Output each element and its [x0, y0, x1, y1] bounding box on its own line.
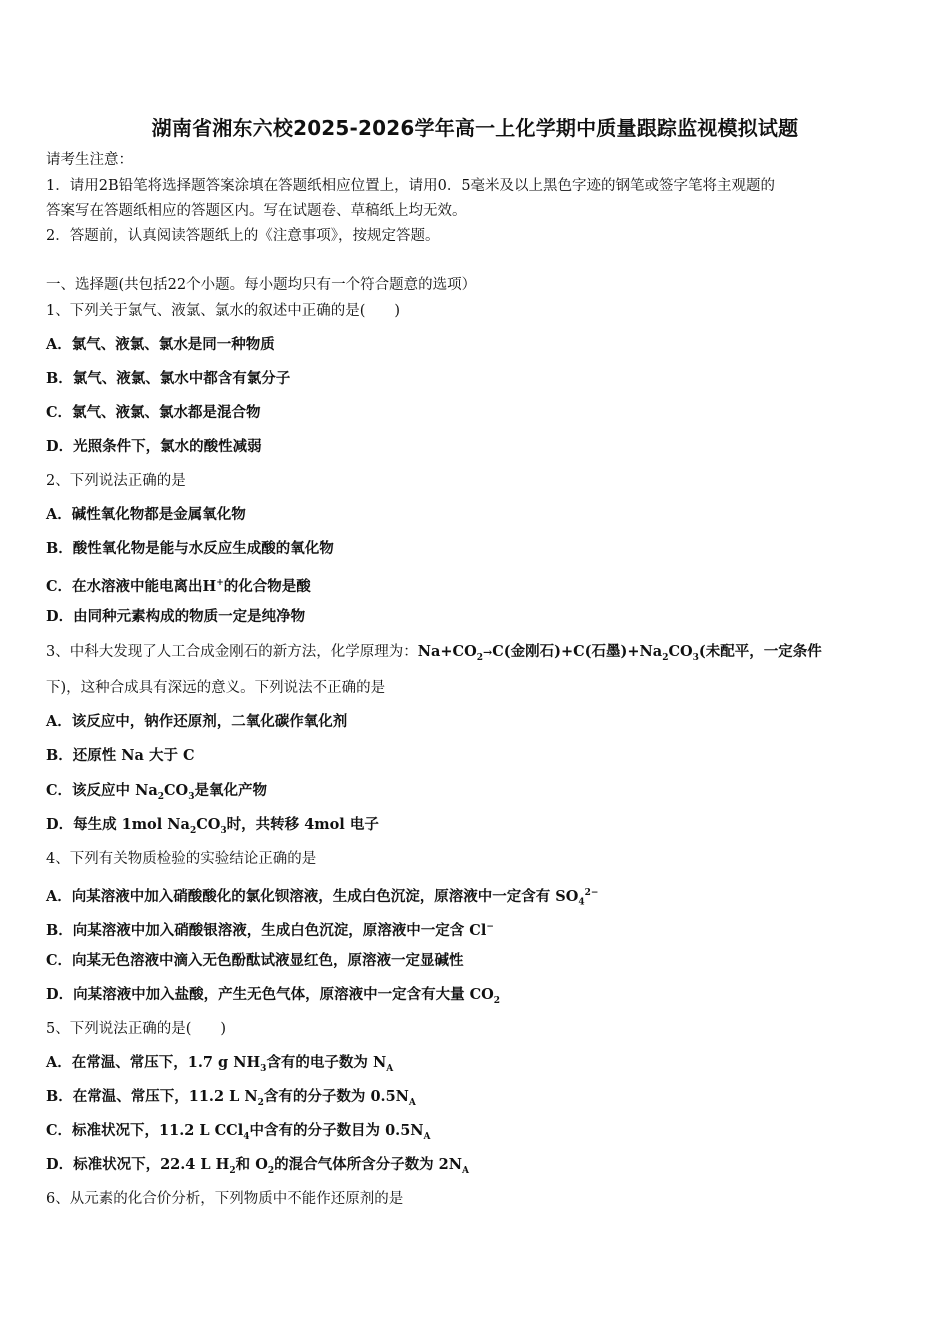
q3-equation	[417, 643, 822, 663]
question-5-option-d	[46, 1155, 469, 1181]
question-1-stem: 1、下列关于氯气、液氯、氯水的叙述中正确的是( )	[46, 303, 401, 319]
question-1-option-c: C．氯气、液氯、氯水都是混合物	[46, 404, 261, 421]
question-5-option-a	[46, 1053, 393, 1079]
question-3-stem-cont: 下)，这种合成具有深远的意义。下列说法不正确的是	[46, 680, 386, 696]
q3c-post: 是氧化产物	[194, 782, 267, 799]
q5a-pre: A．在常温、常压下，1.7 g NH	[46, 1054, 261, 1071]
question-2-option-c	[46, 573, 311, 597]
question-2-option-a: A．碱性氧化物都是金属氧化物	[46, 506, 246, 523]
q5b-sub: 2	[257, 1097, 264, 1108]
q4d-sub: 2	[493, 995, 501, 1006]
question-5-stem: 5、下列说法正确的是( )	[46, 1021, 227, 1037]
notice-item-1: 1．请用2B铅笔将选择题答案涂填在答题纸相应位置上，请用0．5毫米及以上黑色字迹的钢笔或签字笔将主观题的	[46, 178, 776, 194]
question-4-option-a	[46, 883, 598, 913]
q3-eq-part-3: CO	[668, 643, 693, 660]
q3-eq-arrow: →	[482, 646, 493, 659]
question-4-option-c: C．向某无色溶液中滴入无色酚酞试液显红色，原溶液一定显碱性	[46, 952, 464, 969]
q5d-mid: 和 O	[235, 1156, 268, 1173]
q4d-pre: D．向某溶液中加入盐酸，产生无色气体，原溶液中一定含有大量 CO	[46, 986, 494, 1003]
section-heading: 一、选择题(共包括22个小题。每小题均只有一个符合题意的选项）	[46, 277, 477, 293]
question-3-option-c	[46, 781, 267, 807]
q3-eq-sub-3: 3	[692, 652, 699, 663]
question-2-stem: 2、下列说法正确的是	[46, 473, 186, 489]
q4a-sup: 2−	[584, 888, 599, 898]
question-6-stem: 6、从元素的化合价分析，下列物质中不能作还原剂的是	[46, 1191, 404, 1207]
q5c-sub-a: A	[423, 1131, 431, 1142]
q2c-sup: +	[216, 578, 224, 588]
q3-stem-post: (未配平，一定条件	[698, 643, 822, 660]
question-2-option-d: D．由同种元素构成的物质一定是纯净物	[46, 608, 306, 625]
q5b-post: 含有的分子数为 0.5N	[263, 1088, 409, 1105]
q3-stem-pre: 3、中科大发现了人工合成金刚石的新方法，化学原理为：	[46, 644, 418, 660]
q5c-pre: C．标准状况下，11.2 L CCl	[46, 1122, 244, 1139]
q3-eq-sub-2: 2	[662, 652, 669, 663]
question-4-stem: 4、下列有关物质检验的实验结论正确的是	[46, 851, 317, 867]
notice-item-2: 2．答题前，认真阅读答题纸上的《注意事项》，按规定答题。	[46, 228, 440, 244]
q3-eq-part-1: Na+CO	[417, 643, 477, 660]
notice-item-1-cont: 答案写在答题纸相应的答题区内。写在试题卷、草稿纸上均无效。	[46, 203, 467, 219]
q4b-pre: B．向某溶液中加入硝酸银溶液，生成白色沉淀，原溶液中一定含 Cl	[46, 921, 487, 939]
q5c-sub: 4	[243, 1131, 250, 1142]
q5b-sub-a: A	[408, 1097, 416, 1108]
q3d-post: 时，共转移 4mol 电子	[226, 816, 379, 833]
q3c-pre: C．该反应中 Na	[46, 782, 158, 799]
question-5-option-b	[46, 1087, 416, 1113]
question-1-option-d: D．光照条件下，氯水的酸性减弱	[46, 438, 262, 455]
question-4-option-b	[46, 917, 494, 941]
q5d-post: 的混合气体所含分子数为 2N	[274, 1156, 462, 1173]
q5a-post: 含有的电子数为 N	[266, 1054, 387, 1071]
q5b-pre: B．在常温、常压下，11.2 L N	[46, 1088, 258, 1105]
q3d-pre: D．每生成 1mol Na	[46, 816, 190, 833]
question-1-option-b: B．氯气、液氯、氯水中都含有氯分子	[46, 370, 291, 387]
q3c-sub-1: 2	[157, 791, 165, 802]
question-5-option-c	[46, 1121, 431, 1147]
q5a-sub-a: A	[386, 1063, 394, 1074]
q3-eq-part-2: C(金刚石)+C(石墨)+Na	[492, 643, 663, 660]
question-3-option-b: B．还原性 Na 大于 C	[46, 747, 195, 764]
question-3-option-d	[46, 815, 379, 841]
q2c-text-pre: C．在水溶液中能电离出H	[46, 577, 217, 595]
q3d-sub-1: 2	[189, 825, 197, 836]
q5a-sub: 3	[260, 1063, 267, 1074]
q4a-pre: A．向某溶液中加入硝酸酸化的氯化钡溶液，生成白色沉淀，原溶液中一定含有 SO	[46, 887, 579, 905]
question-3-option-a: A．该反应中，钠作还原剂，二氧化碳作氧化剂	[46, 713, 348, 730]
exam-title: 湖南省湘东六校2025-2026学年高一上化学期中质量跟踪监视模拟试题	[151, 116, 799, 140]
q5d-sub-1: 2	[229, 1165, 236, 1176]
notice-heading: 请考生注意：	[46, 152, 133, 168]
q3c-mid: CO	[164, 782, 189, 799]
q5c-post: 中含有的分子数目为 0.5N	[249, 1122, 424, 1139]
q3d-sub-2: 3	[220, 825, 227, 836]
q3d-mid: CO	[196, 816, 221, 833]
question-4-option-d	[46, 985, 500, 1011]
q5d-pre: D．标准状况下，22.4 L H	[46, 1156, 230, 1173]
q3c-sub-2: 3	[188, 791, 195, 802]
question-1-option-a: A．氯气、液氯、氯水是同一种物质	[46, 336, 275, 353]
question-3-stem	[46, 642, 822, 668]
question-2-option-b: B．酸性氧化物是能与水反应生成酸的氧化物	[46, 540, 334, 557]
q4a-sub: 4	[578, 897, 585, 908]
q3-eq-sub-1: 2	[476, 652, 483, 663]
q4b-sup: −	[486, 922, 494, 932]
q5d-sub-a: A	[462, 1165, 469, 1176]
q5d-sub-2: 2	[267, 1165, 275, 1176]
q2c-text-post: 的化合物是酸	[223, 577, 311, 595]
